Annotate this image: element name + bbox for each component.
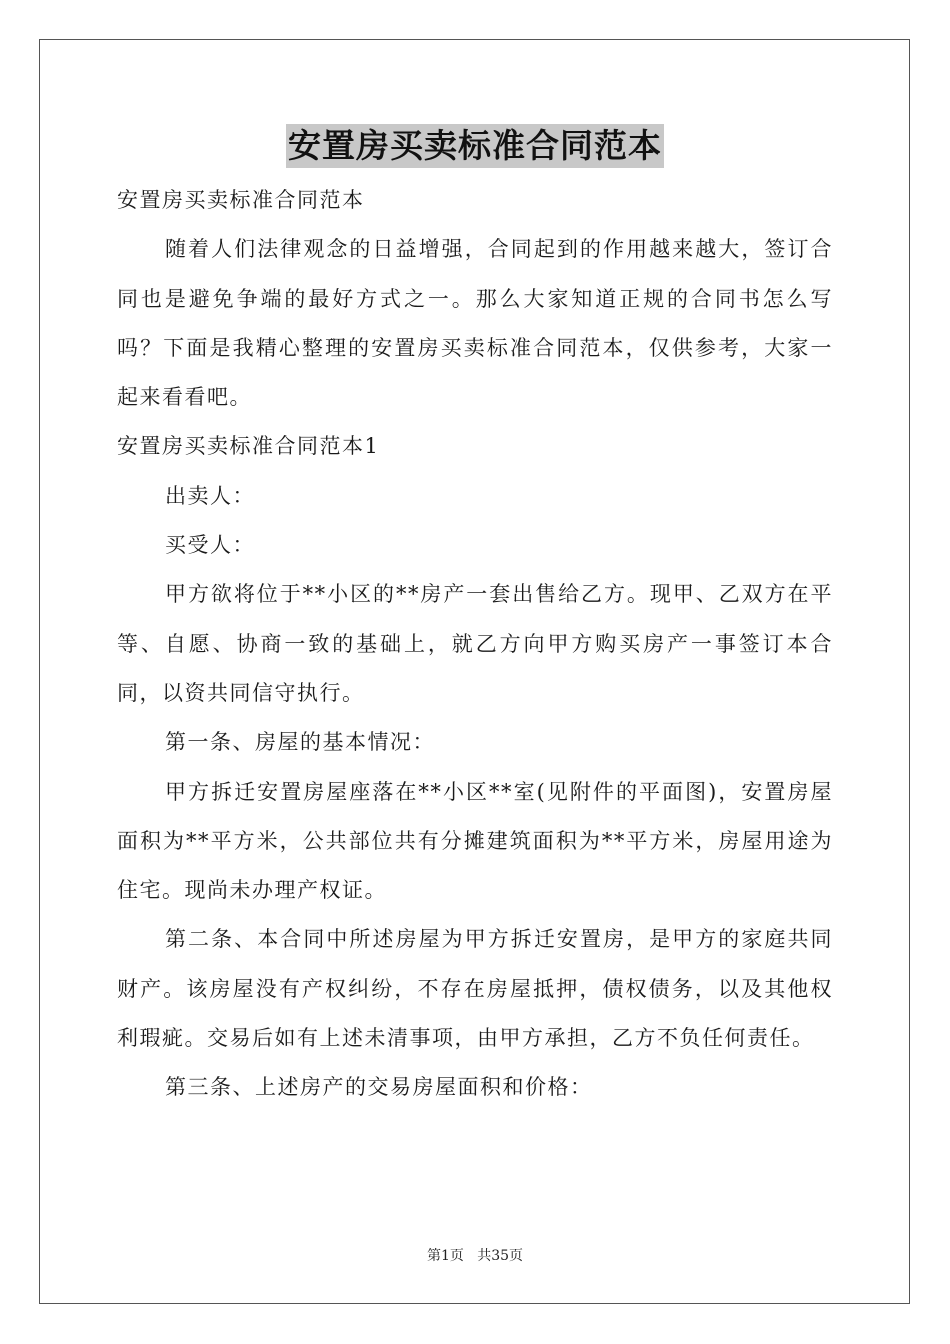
document-body bbox=[117, 176, 833, 1113]
seller-line: 出卖人： bbox=[165, 483, 255, 508]
article-1-heading: 第一条、房屋的基本情况： bbox=[165, 730, 435, 755]
subtitle-line: 安置房买卖标准合同范本 bbox=[117, 188, 365, 212]
intro-paragraph: 随着人们法律观念的日益增强，合同起到的作用越来越大，签订合同也是避免争端的最好方式之一。那么大家知道正规的合同书怎么写吗？下面是我精心整理的安置房买卖标准合同范本，仅供参考，大家一起来看看吧。 bbox=[117, 237, 833, 410]
article-1-body: 甲方拆迁安置房屋座落在**小区**室(见附件的平面图)，安置房屋面积为**平方米，公共部位共有分摊建筑面积为**平方米，房屋用途为住宅。现尚未办理产权证。 bbox=[117, 779, 833, 903]
section-heading: 安置房买卖标准合同范本1 bbox=[117, 434, 380, 459]
page-footer bbox=[0, 1247, 950, 1265]
document-title: 安置房买卖标准合同范本 bbox=[286, 124, 664, 168]
preamble-paragraph: 甲方欲将位于**小区的**房产一套出售给乙方。现甲、乙双方在平等、自愿、协商一致的基础上，就乙方向甲方购买房产一事签订本合同，以资共同信守执行。 bbox=[117, 582, 833, 705]
page-number: 第1页 共35页 bbox=[426, 1248, 524, 1264]
buyer-line: 买受人： bbox=[165, 533, 255, 558]
title-container bbox=[0, 124, 950, 168]
article-2-paragraph: 第二条、本合同中所述房屋为甲方拆迁安置房，是甲方的家庭共同财产。该房屋没有产权纠纷，不存在房屋抵押，债权债务，以及其他权利瑕疵。交易后如有上述未清事项，由甲方承担，乙方不负任何责任。 bbox=[117, 927, 833, 1051]
article-3-heading: 第三条、上述房产的交易房屋面积和价格： bbox=[165, 1075, 593, 1100]
